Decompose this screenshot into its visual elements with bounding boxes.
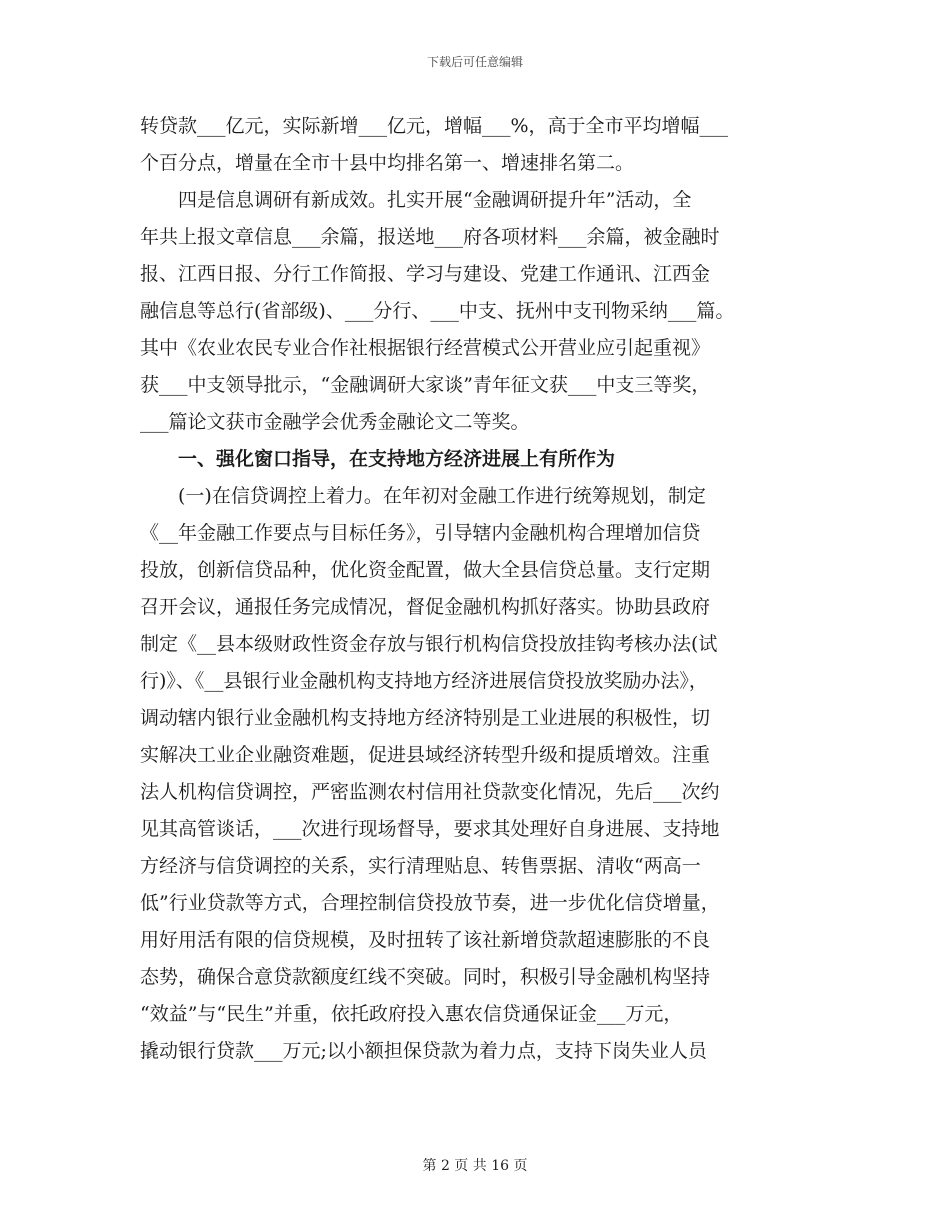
text-line: (一)在信贷调控上着力。在年初对金融工作进行统筹规划，制定 xyxy=(140,485,706,507)
text-line: 实解决工业企业融资难题，促进县域经济转型升级和提质增效。注重 xyxy=(140,744,711,766)
text-line: 法人机构信贷调控，严密监测农村信用社贷款变化情况，先后___次约 xyxy=(140,781,720,803)
text-line: 四是信息调研有新成效。扎实开展“金融调研提升年”活动，全 xyxy=(140,189,692,211)
text-line: 见其高管谈话，___次进行现场督导，要求其处理好自身进展、支持地 xyxy=(140,818,720,840)
text-line: 获___中支领导批示，“金融调研大家谈”青年征文获___中支三等奖， xyxy=(140,374,711,396)
text-line: 召开会议，通报任务完成情况，督促金融机构抓好落实。协助县政府 xyxy=(140,596,711,618)
text-line: 制定《__县本级财政性资金存放与银行机构信贷投放挂钩考核办法(试 xyxy=(140,633,718,655)
text-line: 融信息等总行(省部级)、___分行、___中支、抚州中支刊物采纳___篇。 xyxy=(140,300,735,322)
section-heading: 一、强化窗口指导，在支持地方经济进展上有所作为 xyxy=(140,448,616,470)
text-line: 方经济与信贷调控的关系，实行清理贴息、转售票据、清收“两高一 xyxy=(140,855,701,877)
text-line: 年共上报文章信息___余篇，报送地___府各项材料___余篇，被金融时 xyxy=(140,226,720,248)
text-line: 投放，创新信贷品种，优化资金配置，做大全县信贷总量。支行定期 xyxy=(140,559,711,581)
page-number: 第 2 页 共 16 页 xyxy=(422,1158,528,1174)
text-line: 《__年金融工作要点与目标任务》，引导辖内金融机构合理增加信贷 xyxy=(140,522,701,544)
text-line: 调动辖内银行业金融机构支持地方经济特别是工业进展的积极性，切 xyxy=(140,707,711,729)
text-line: 用好用活有限的信贷规模，及时扭转了该社新增贷款超速膨胀的不良 xyxy=(140,929,711,951)
text-line: 个百分点，增量在全市十县中均排名第一、增速排名第二。 xyxy=(140,152,635,174)
text-line: 行)》、《__县银行业金融机构支持地方经济进展信贷投放奖励办法》， xyxy=(140,670,708,692)
text-line: ___篇论文获市金融学会优秀金融论文二等奖。 xyxy=(140,411,530,433)
text-line: 转贷款___亿元，实际新增___亿元，增幅___%，高于全市平均增幅___ xyxy=(140,115,729,137)
text-line: “效益”与“民生”并重，依托政府投入惠农信贷通保证金___万元， xyxy=(140,1003,683,1025)
document-body xyxy=(140,108,820,1070)
text-line: 态势，确保合意贷款额度红线不突破。同时，积极引导金融机构坚持 xyxy=(140,966,711,988)
text-line: 其中《农业农民专业合作社根据银行经营模式公开营业应引起重视》 xyxy=(140,337,711,359)
text-line: 低”行业贷款等方式，合理控制信贷投放节奏，进一步优化信贷增量， xyxy=(140,892,720,914)
text-line: 撬动银行贷款___万元;以小额担保贷款为着力点，支持下岗失业人员 xyxy=(140,1040,707,1062)
page-header: 下载后可任意编辑 xyxy=(426,55,523,69)
text-line: 报、江西日报、分行工作简报、学习与建设、党建工作通讯、江西金 xyxy=(140,263,711,285)
